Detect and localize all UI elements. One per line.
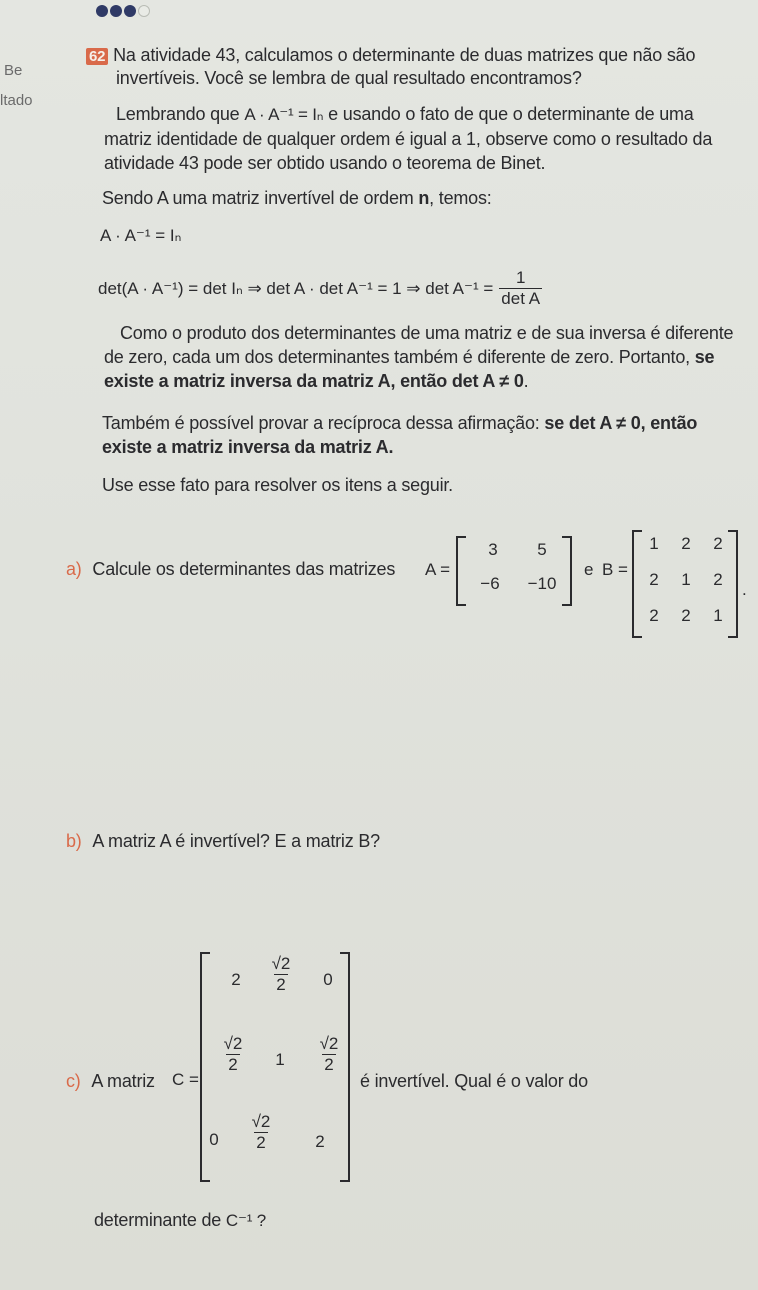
matrix-a-cell: −10: [527, 574, 557, 593]
binet-formula: det(A · A⁻¹) = det Iₙ ⇒ det A · det A⁻¹ = 1 ⇒ det A⁻¹ =: [98, 278, 494, 298]
tambem-line1: [102, 412, 697, 435]
matrix-c: [200, 952, 360, 1184]
identity-formula-inline: A · A⁻¹ = Iₙ: [244, 105, 324, 124]
como-text-3: existe a matriz inversa da matriz A, então det A ≠ 0: [104, 371, 524, 391]
item-c-line2: [94, 1209, 266, 1232]
item-c-text-c: determinante de: [94, 1210, 222, 1230]
matrix-c-cell: 2: [231, 970, 241, 989]
como-line2: [104, 346, 714, 369]
matrix-a-right-bracket: [562, 536, 572, 606]
como-text-2a: de zero, cada um dos determinantes também é diferente de zero. Portanto,: [104, 347, 690, 367]
matrix-a: [456, 536, 574, 606]
item-c-text-a: A matriz: [91, 1071, 155, 1091]
c-inverse: C⁻¹ ?: [225, 1211, 266, 1230]
matrix-b-cell: 2: [681, 534, 691, 553]
intro-text-1b: e usando o fato de que o determinante de uma: [328, 104, 694, 124]
item-c-text-b: é invertível. Qual é o valor do: [360, 1071, 588, 1091]
margin-note-2: ltado: [0, 92, 33, 109]
matrix-b: [632, 530, 742, 638]
sqrt2-over-2: [222, 1034, 245, 1075]
matrix-b-cell: 2: [649, 606, 659, 625]
sqrt2-den: 2: [324, 1055, 334, 1074]
margin-note-1: Be: [4, 62, 23, 79]
matrix-c-right-bracket: [340, 952, 350, 1182]
intro-text-1a: Lembrando que: [116, 104, 240, 124]
item-c-letter: c): [66, 1071, 81, 1091]
conj-e: e: [584, 560, 594, 579]
sendo-n: n: [418, 188, 430, 208]
matrix-c-cell: 1: [275, 1050, 285, 1069]
intro-line1: [116, 103, 694, 126]
matrix-b-cell: 1: [681, 570, 691, 589]
sqrt2-den: 2: [228, 1055, 238, 1074]
sqrt2-over-2: [318, 1034, 341, 1075]
matrix-b-cell: 2: [681, 606, 691, 625]
matrix-b-right-bracket: [728, 530, 738, 638]
use-line: Use esse fato para resolver os itens a seguir.: [102, 475, 453, 495]
item-b-text: A matriz A é invertível? E a matriz B?: [92, 831, 380, 851]
sqrt2-num: √2: [319, 1034, 339, 1053]
question-62-line1: [86, 44, 695, 68]
sqrt2-num: √2: [223, 1034, 243, 1053]
como-line3: [104, 370, 528, 393]
matrix-c-cell-sqrt: [256, 954, 306, 995]
matrix-c-cell-sqrt: [208, 1034, 258, 1075]
dot-1: [96, 5, 108, 17]
matrix-b-cell: 2: [713, 570, 723, 589]
como-text-3-end: .: [523, 371, 529, 391]
binet-derivation: [98, 268, 542, 309]
item-a-letter: a): [66, 559, 82, 579]
matrix-b-cell: 1: [649, 534, 659, 553]
matrix-c-eq: C =: [172, 1070, 199, 1089]
tambem-text-1b: se det A ≠ 0, então: [544, 413, 698, 433]
como-line1: Como o produto dos determinantes de uma matriz e de sua inversa é diferente: [120, 323, 734, 343]
matrix-b-left-bracket: [632, 530, 642, 638]
matrix-a-cell: 3: [488, 540, 498, 559]
progress-dots: [96, 4, 152, 22]
matrix-b-end: .: [742, 580, 747, 599]
item-b-line: [66, 830, 380, 853]
intro-line3: atividade 43 pode ser obtido usando o teorema de Binet.: [104, 153, 546, 173]
sqrt2-den: 2: [256, 1133, 266, 1152]
tambem-text-1a: Também é possível provar a recíproca dessa afirmação:: [102, 413, 540, 433]
fraction-denominator: det A: [501, 289, 541, 308]
question-62-text-1: Na atividade 43, calculamos o determinante de duas matrizes que não são: [113, 45, 696, 65]
matrix-b-cell: 2: [713, 534, 723, 553]
question-number-badge: 62: [86, 48, 108, 65]
sqrt2-num: √2: [251, 1112, 271, 1131]
sqrt2-over-2: [270, 954, 293, 995]
como-text-2b: se: [694, 347, 715, 367]
dot-2: [110, 5, 122, 17]
identity-formula: A · A⁻¹ = Iₙ: [100, 226, 182, 245]
matrix-c-cell: 0: [209, 1130, 219, 1149]
matrix-a-cell: 5: [537, 540, 547, 559]
sendo-text-b: , temos:: [429, 188, 492, 208]
matrix-c-cell: 2: [315, 1132, 325, 1151]
item-a-label: [66, 558, 395, 581]
item-c-line: [66, 1070, 155, 1093]
sqrt2-num: √2: [271, 954, 291, 973]
sqrt2-den: 2: [276, 975, 286, 994]
item-a-text: Calcule os determinantes das matrizes: [92, 559, 396, 579]
question-62-line2: invertíveis. Você se lembra de qual resultado encontramos?: [116, 68, 582, 88]
inverse-fraction: [499, 268, 542, 309]
sqrt2-over-2: [250, 1112, 273, 1153]
dot-3: [124, 5, 136, 17]
sendo-line: [102, 187, 492, 210]
matrix-b-eq: B =: [602, 560, 628, 579]
matrix-b-cell: 1: [713, 606, 723, 625]
intro-line2: matriz identidade de qualquer ordem é igual a 1, observe como o resultado da: [104, 129, 713, 149]
tambem-line2: existe a matriz inversa da matriz A.: [102, 437, 394, 457]
sendo-text-a: Sendo A uma matriz invertível de ordem: [102, 188, 414, 208]
dot-4: [138, 5, 150, 17]
item-b-letter: b): [66, 831, 82, 851]
fraction-numerator: 1: [515, 268, 526, 287]
matrix-c-cell: 0: [323, 970, 333, 989]
matrix-a-left-bracket: [456, 536, 466, 606]
matrix-b-cell: 2: [649, 570, 659, 589]
matrix-a-eq: A =: [425, 560, 451, 579]
matrix-a-cell: −6: [480, 574, 500, 593]
matrix-c-cell-sqrt: [236, 1112, 286, 1153]
